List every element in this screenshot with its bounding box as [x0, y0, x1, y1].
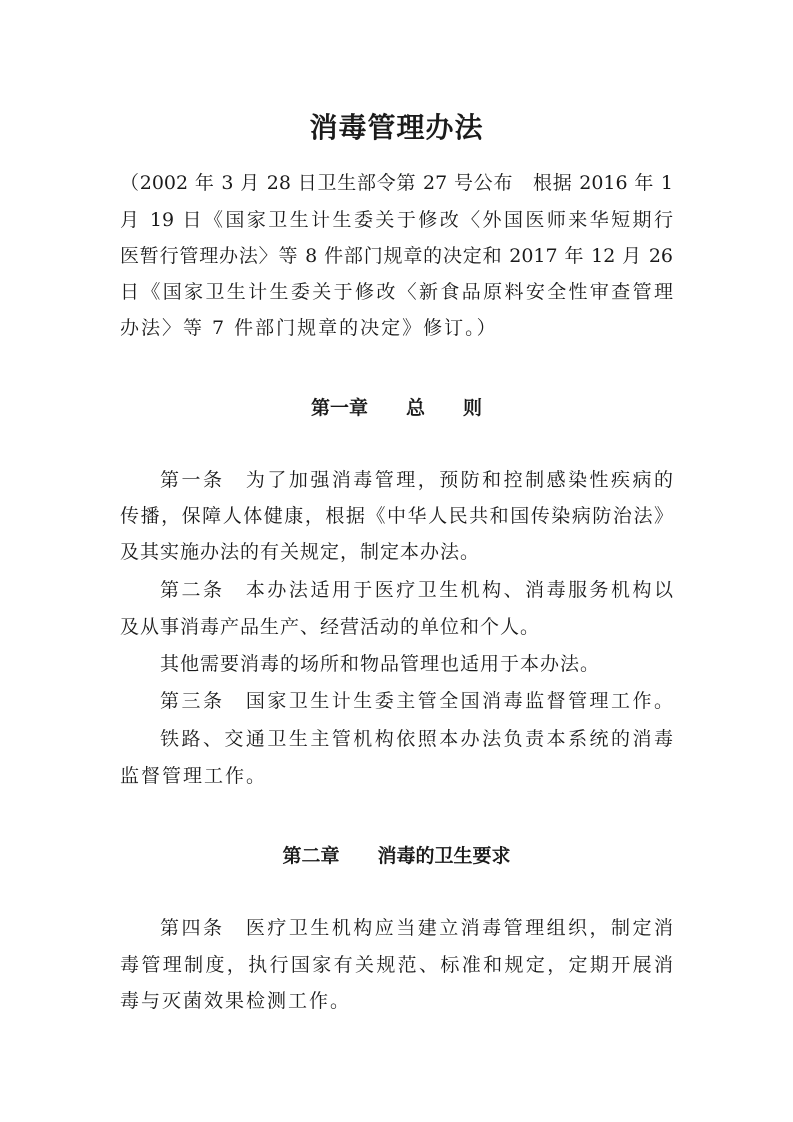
- article-line: 铁路、交通卫生主管机构依照本办法负责本系统的消毒: [160, 728, 673, 750]
- preamble-line: 月 19 日《国家卫生计生委关于修改〈外国医师来华短期行: [120, 209, 673, 231]
- article-line: 毒与灭菌效果检测工作。: [120, 990, 352, 1012]
- article-line: 及从事消毒产品生产、经营活动的单位和个人。: [120, 616, 541, 638]
- preamble-line: （2002 年 3 月 28 日卫生部令第 27 号公布 根据 2016 年 1: [120, 172, 673, 194]
- chapter-heading: 第二章 消毒的卫生要求: [282, 845, 511, 867]
- preamble-line: 医暂行管理办法〉等 8 件部门规章的决定和 2017 年 12 月 26: [120, 245, 673, 267]
- article-line: 及其实施办法的有关规定，制定本办法。: [120, 541, 481, 563]
- document-title: 消毒管理办法: [309, 111, 484, 144]
- article-line: 传播，保障人体健康，根据《中华人民共和国传染病防治法》: [120, 505, 673, 527]
- article-line: 监督管理工作。: [120, 765, 268, 787]
- chapter-heading: 第一章 总 则: [310, 397, 482, 419]
- preamble-line: 办法〉等 7 件部门规章的决定》修订。）: [120, 317, 498, 339]
- article-line: 第二条 本办法适用于医疗卫生机构、消毒服务机构以: [160, 579, 673, 601]
- article-line: 第三条 国家卫生计生委主管全国消毒监督管理工作。: [160, 690, 673, 712]
- article-line: 毒管理制度，执行国家有关规范、标准和规定，定期开展消: [120, 954, 673, 976]
- preamble-line: 日《国家卫生计生委关于修改〈新食品原料安全性审查管理: [120, 281, 673, 303]
- article-line: 第一条 为了加强消毒管理，预防和控制感染性疾病的: [160, 469, 673, 491]
- article-line: 第四条 医疗卫生机构应当建立消毒管理组织，制定消: [160, 917, 673, 939]
- article-line: 其他需要消毒的场所和物品管理也适用于本办法。: [160, 653, 601, 675]
